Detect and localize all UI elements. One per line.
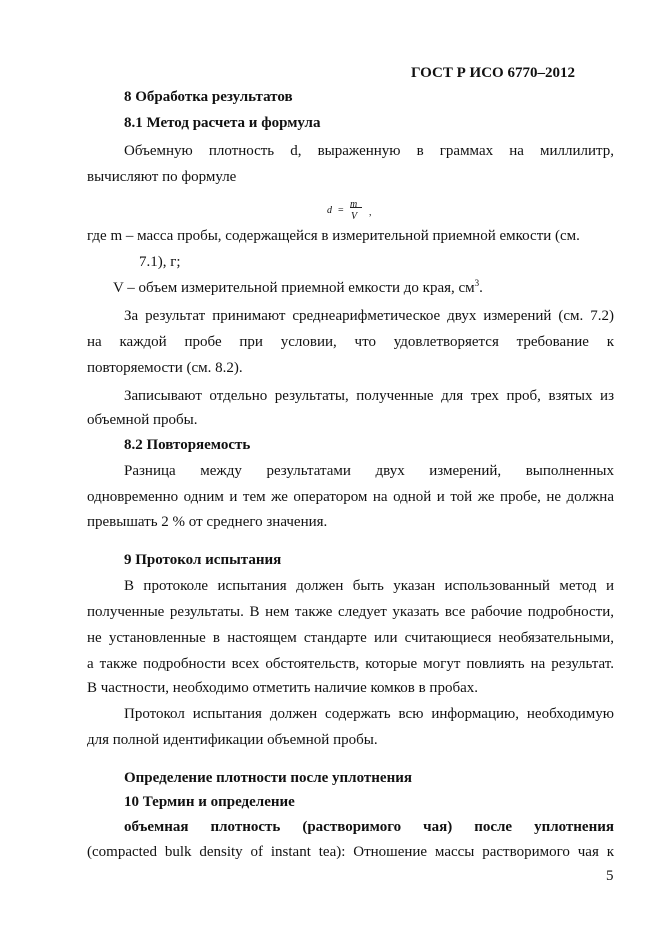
section-8-2-heading: 8.2 Повторяемость [124, 437, 251, 453]
s9-p1-line1: В протоколе испытания должен быть указан использованный метод и [124, 578, 614, 594]
s8-p1-line1: Объемную плотность d, выраженную в граммах на миллилитр, [124, 143, 614, 159]
compaction-part-heading: Определение плотности после уплотнения [124, 770, 412, 786]
term-compacted-density: объемная плотность (растворимого чая) после уплотнения [124, 819, 614, 835]
section-8-1-heading: 8.1 Метод расчета и формула [124, 115, 321, 131]
formula-numerator: m [350, 199, 358, 210]
s8-p4-line2: одновременно одним и тем же оператором на одной и той же пробе, не должна [87, 489, 614, 505]
s8-p1-line2: вычисляют по формуле [87, 169, 237, 185]
s9-p2-line1: Протокол испытания должен содержать всю информацию, необходимую [124, 706, 614, 722]
standard-header: ГОСТ Р ИСО 6770–2012 [411, 65, 575, 81]
s9-p1-line2: полученные результаты. В нем также следует указать все рабочие подробности, [87, 604, 614, 620]
term-definition-line: (compacted bulk density of instant tea): Отношение массы растворимого чая к [87, 844, 614, 860]
where-v-line: V – объем измерительной приемной емкости до края, $см^3$. [113, 278, 483, 296]
page-number: 5 [606, 868, 614, 884]
formula-comma: , [369, 207, 372, 218]
s8-p2-line1: За результат принимают среднеарифметическое двух измерений (см. 7.2) [124, 308, 614, 324]
formula-fraction [350, 196, 364, 224]
section-8-heading: 8 Обработка результатов [124, 89, 293, 105]
where-m-line2: 7.1), г; [139, 254, 181, 270]
s8-p3-line1: Записывают отдельно результаты, полученные для трех проб, взятых из [124, 388, 614, 404]
where-m-line1: где m – масса пробы, содержащейся в измерительной приемной емкости (см. [87, 228, 580, 244]
s9-p1-line5: В частности, необходимо отметить наличие комков в пробах. [87, 680, 478, 696]
s8-p4-line1: Разница между результатами двух измерений, выполненных [124, 463, 614, 479]
formula-lhs: d [327, 205, 332, 216]
s9-p1-line4: а также подробности всех обстоятельств, которые могут повлиять на результат. [87, 656, 614, 672]
s9-p2-line2: для полной идентификации объемной пробы. [87, 732, 378, 748]
formula-denominator: V [351, 211, 358, 222]
s8-p2-line2: на каждой пробе при условии, что удовлетворяется требование к [87, 334, 614, 350]
s8-p4-line3: превышать 2 % от среднего значения. [87, 514, 328, 530]
s8-p3-line2: объемной пробы. [87, 412, 198, 428]
section-10-heading: 10 Термин и определение [124, 794, 295, 810]
formula-equals: = [338, 205, 344, 216]
s9-p1-line3: не установленные в настоящем стандарте или считающиеся необязательными, [87, 630, 614, 646]
density-formula [327, 196, 387, 226]
section-9-heading: 9 Протокол испытания [124, 552, 282, 568]
s8-p2-line3: повторяемости (см. 8.2). [87, 360, 243, 376]
